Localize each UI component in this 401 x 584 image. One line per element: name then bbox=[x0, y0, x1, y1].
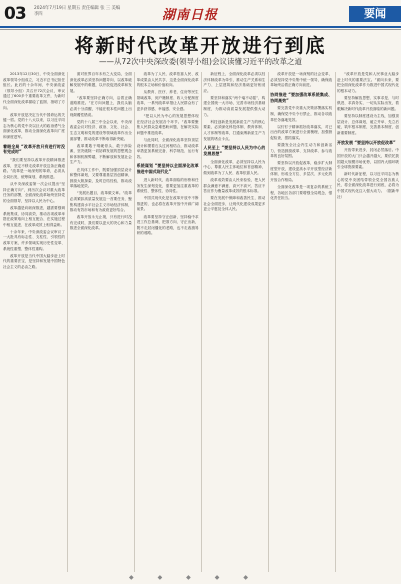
paragraph: “把以人民为中心的发展思想体现在经济社会发展各个环节。”改革要聚焦人民群众急难愁盼问题，在解决实际问题中推进改革。 bbox=[136, 114, 199, 135]
column-divider bbox=[201, 72, 202, 572]
section-subtitle: 着眼全局 “改革开放只有进行时没有完成时” bbox=[3, 143, 65, 155]
paragraph: 全面深化改革是一项复杂的系统工程，各地区各部门要增强全局观念，强化责任担当。 bbox=[270, 185, 333, 201]
column-divider bbox=[67, 72, 68, 572]
masthead-logo: 湖南日报 bbox=[162, 8, 219, 23]
page-number: 03 bbox=[4, 4, 26, 24]
paragraph: 以钉钉子精神抓好改革落实，对已出台的改革方案进行全面梳理，加强督促检查，狠抓落实。 bbox=[270, 124, 333, 140]
paragraph: 面对世界百年未有之大变局，全面深化改革必须坚持问题导向，以改革破解发展中的难题，以开放促进改革和发展。 bbox=[69, 72, 132, 93]
column-divider bbox=[134, 72, 135, 572]
article-column bbox=[70, 72, 132, 572]
dateline: 2024年7月19日 星期五 责任编辑 张 三 美编 李四 bbox=[34, 6, 121, 17]
paragraph: 要坚持以制度建设为主线，加强顶层设计、总体谋划，破立并举、先立后破，筑牢根本制度，完善基本制度，创新重要制度。 bbox=[337, 114, 399, 135]
paragraph: 要坚持解放思想、实事求是、与时俱进、求真务实，一切从实际出发，着眼解决新时代改革开放面临的新问题。 bbox=[337, 95, 399, 112]
paragraph: 要完善党中央重大决策部署落实机制，确保党中央令行禁止，推动各项改革任务落地见效。 bbox=[270, 106, 333, 122]
article-column bbox=[270, 72, 332, 572]
paragraph: 改革开放是当代中国大踏步赶上时代的重要法宝，是坚持和发展中国特色社会主义的必由之路。 bbox=[3, 253, 65, 269]
article-column bbox=[137, 72, 199, 572]
paragraph: 开放带来进步，封闭必然落后。中国开放的大门只会越开越大，要依托我国超大规模市场优势，以国内大循环吸引全球资源要素。 bbox=[337, 148, 399, 170]
paragraph: 中国式现代化是在改革开放中不断推进的，也必将在改革开放中开辟广阔前景。 bbox=[136, 196, 199, 212]
paragraph: 改革越是向纵深推进，越需要强调系统集成、协同高效，推动各项改革举措在政策取向上相互配合、在实施过程中相互促进、在改革成效上相得益彰。 bbox=[3, 205, 65, 227]
paragraph: 从中央深改委第一次会议提出“坚持正确方向”，到历次会议对重大改革任务的部署，全面深化改革始终坚持党的全面领导，坚持以人民为中心。 bbox=[3, 182, 65, 203]
section-subtitle: 系统谋划 “要坚持以全面深化改革推进中国式现代化” bbox=[136, 163, 199, 175]
paragraph: 科技创新是发展新质生产力的核心要素，必须深化科技体制、教育体制、人才体制等改革，打通束缚新质生产力发展的堵点卡点。 bbox=[203, 119, 266, 141]
section-tag: 要闻 bbox=[349, 6, 401, 22]
paragraph: 与此同时，全面深化改革坚持顶层设计和摸着石头过河相结合，推动改革举措更加系统完备、科学规范、运行有效。 bbox=[136, 138, 199, 159]
paragraph: 改革开放是一场深刻的社会变革，必须坚持党中央集中统一领导，确保改革始终沿着正确方向前进。 bbox=[270, 72, 333, 88]
article-headline: 将新时代改革开放进行到底 bbox=[74, 35, 327, 57]
paragraph: 党的十八届三中全会以来，中央深改委会议对经济、政治、文化、社会、生态文明和党的建设等领域改革作出全面部署，推动改革不断取得新突破。 bbox=[69, 119, 132, 141]
paragraph: 2013年12月30日，中央全面深化改革领导小组成立，习近平总书记担任组长。此后的十余年间，中央深改委（领导小组）共召开72次会议，审议通过了600多个重要改革文件，为新时代全面深化改革描绘了蓝图、指明了方向。 bbox=[3, 72, 65, 110]
paragraph: 改革成效要由人民来检验，把人民群众满意不满意、高兴不高兴、答应不答应作为衡量改革成效的根本标准。 bbox=[203, 178, 266, 194]
paragraph: 全面深化改革，必须坚持以人民为中心，尊重人民主体地位和首创精神，做到改革为了人民、改革依靠人民。 bbox=[203, 159, 266, 175]
section-subtitle: 人民至上 “要坚持以人民为中心的发展思想” bbox=[203, 145, 266, 156]
header-rule-thin bbox=[0, 29, 401, 30]
paragraph: 改革要敢于啃硬骨头，敢于涉险滩，坚决破除一切妨碍发展的思想观念和体制机制弊端，不断解放和发展社会生产力。 bbox=[69, 143, 132, 165]
paragraph: 改革开放是决定当代中国命运的关键一招。党的十八大以来，以习近平同志为核心的党中央以巨大的政治勇气全面深化改革，推动全面深化改革向广度和深度进军。 bbox=[3, 112, 65, 140]
section-subtitle: 协同推进 “要加强改革系统集成、协同高效” bbox=[270, 91, 333, 103]
paragraph: 要在发展中保障和改善民生，推动社会全面进步，让现代化建设成果更多更公平惠及全体人民。 bbox=[203, 196, 266, 212]
paragraph: “发展出题目，改革做文章。”改革必须紧扣高质量发展这一首要任务，聚焦构建高水平社会主义市场经济体制，推动有效市场和有为政府更好结合。 bbox=[69, 191, 132, 213]
paragraph: 进入新时代，改革面临的形势和任务发生深刻变化，需要更加注重改革的系统性、整体性、协同性。 bbox=[136, 178, 199, 194]
paragraph: 十余年来，中央深改委会议审议了一大批具有标志性、支柱性、引领性的改革方案，许多领域实现历史性变革、系统性重塑、整体性重构。 bbox=[3, 229, 65, 251]
section-subtitle: 开放发展 “要坚持以开放促改革” bbox=[337, 139, 396, 145]
paragraph: 要坚持以开放促改革，稳步扩大制度型开放，建设更高水平开放型经济新体制，形成全方位、多层次、多元化的开放合作格局。 bbox=[270, 161, 333, 182]
paragraph: “改革开放是党和人民事业大踏步赶上时代的重要法宝。”面向未来，要把全面深化改革作为推进中国式现代化的根本动力。 bbox=[337, 72, 399, 93]
paragraph: 改革要坚持守正创新，坚持稳中求进工作总基调，把准方向、守正出新，既不走封闭僵化的老路，也不走改旗易帜的邪路。 bbox=[136, 214, 199, 236]
column-divider bbox=[268, 72, 269, 572]
article-body bbox=[3, 72, 399, 572]
article-column bbox=[203, 72, 265, 572]
article-subheadline: ——从72次中央深改委(领导小组)会议读懂习近平的改革之道 bbox=[99, 57, 302, 66]
paragraph: 新时代新征程，以习近平同志为核心的党中央团结带领全党全国各族人民，将全面深化改革进行到底，必将为中国式现代化注入强大动力。（据新华社） bbox=[337, 172, 399, 199]
paragraph: 从教育、医疗、养老、住房等民生领域改革，到户籍制度、收入分配制度改革，一系列改革举措让人民群众有了更多获得感、幸福感、安全感。 bbox=[136, 90, 199, 112]
column-divider bbox=[335, 72, 336, 572]
paragraph: 要坚持和落实“两个毫不动摇”，构建全国统一大市场，完善市场经济基础制度，为推动高质量发展提供强大动力。 bbox=[203, 95, 266, 117]
paragraph: “我们要坚持以改革开放精神推进改革，坚定不移走改革开放这条正确道路。”改革是一场深刻的革命，必须从全局出发，统筹谋划，系统推进。 bbox=[3, 158, 65, 179]
page-header bbox=[0, 0, 401, 30]
header-rule bbox=[0, 26, 401, 28]
footer-ornament: ◆◆◆◆◆ bbox=[128, 574, 273, 581]
paragraph: 改革开放永无止境，只有进行时没有完成时，我们要以更大的决心和力量推进全面深化改革。 bbox=[69, 215, 132, 231]
paragraph: 在具体工作中，既要加强顶层设计和整体谋划，又要尊重基层首创精神，鼓励大胆探索，及时总结经验，推动改革落地见效。 bbox=[69, 167, 132, 189]
paragraph: 新征程上，全面深化改革必须以经济体制改革为牵引，推动生产关系和生产力、上层建筑和经济基础更好相适应。 bbox=[203, 72, 266, 93]
paragraph: 改革为了人民、改革依靠人民、改革成果由人民共享，这是全面深化改革的根本立场和价值取向。 bbox=[136, 72, 199, 88]
article-column bbox=[3, 72, 65, 572]
article-column bbox=[337, 72, 399, 572]
paragraph: 要激发全社会内生动力和创新活力，营造鼓励改革、支持改革、参与改革的良好氛围。 bbox=[270, 142, 333, 159]
paragraph: “改革要坚持正确方向，沿着正确道路推进。”在方向问题上，我们头脑必须十分清醒，不能在根本性问题上出现颠覆性错误。 bbox=[69, 95, 132, 117]
